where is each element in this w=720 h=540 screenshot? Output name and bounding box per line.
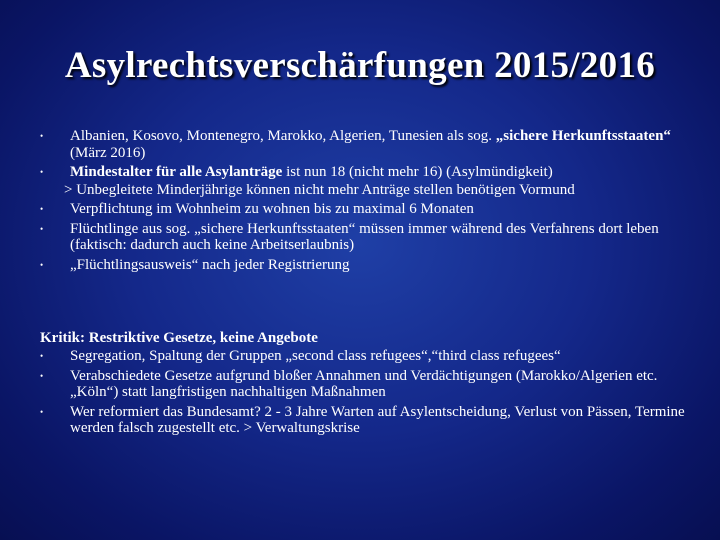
list-item (0, 221, 720, 254)
list-item-text: ist nun 18 (nicht mehr 16) (Asylmündigkeit) (282, 164, 553, 180)
critique-label: Kritik (40, 330, 80, 346)
list-item-continuation (0, 182, 720, 199)
bullet-icon: • (40, 259, 44, 270)
list-item (0, 201, 720, 218)
list-item-text: > Unbegleitete Minderjährige können nicht mehr Anträge stellen benötigen Vormund (64, 181, 575, 198)
bullet-icon: • (40, 167, 44, 177)
list-item-text: Albanien, Kosovo, Montenegro, Marokko, Algerien, Tunesien als sog. (70, 128, 496, 144)
list-item-text: Segregation, Spaltung der Gruppen „second class refugees“,“third class refugees“ (70, 348, 561, 364)
slide-title: Asylrechtsverschärfungen 2015/2016 (64, 45, 656, 86)
list-item-emphasis: „sichere Herkunftsstaaten“ (495, 128, 671, 144)
list-item (0, 348, 720, 365)
list-item-emphasis: Mindestalter für alle Asylanträge (70, 164, 283, 180)
list-item-text: Flüchtlinge aus sog. „sichere Herkunftsstaaten“ müssen immer während des Verfahrens dort leben (faktisch: dadurch auch keine Arbeitserlaubnis) (70, 220, 659, 253)
list-item (0, 128, 720, 161)
list-item (0, 257, 720, 274)
bullet-icon: • (40, 351, 44, 361)
list-item (0, 164, 720, 181)
critique-list (0, 348, 720, 440)
bullet-icon: • (40, 370, 44, 381)
bullet-icon: • (40, 223, 44, 234)
bullet-icon: • (40, 406, 44, 417)
list-item (0, 404, 720, 437)
measures-list (0, 128, 720, 276)
bullet-icon: • (40, 204, 44, 214)
list-item-text: Wer reformiert das Bundesamt? 2 - 3 Jahre Warten auf Asylentscheidung, Verlust von Pässen, Termine werden falsch zugestellt etc. > Verwaltungskrise (70, 403, 685, 436)
list-item-text: (März 2016) (70, 144, 146, 161)
list-item-text: Verabschiedete Gesetze aufgrund bloßer Annahmen und Verdächtigungen (Marokko/Algerien etc. „Köln“) statt langfristigen nachhaltigen Maßnahmen (70, 367, 658, 400)
list-item-text: Verpflichtung im Wohnheim zu wohnen bis zu maximal 6 Monaten (70, 201, 474, 217)
bullet-icon: • (40, 131, 44, 141)
list-item (0, 368, 720, 401)
list-item-text: „Flüchtlingsausweis“ nach jeder Registrierung (70, 256, 350, 273)
critique-subtitle: : Restriktive Gesetze, keine Angebote (80, 330, 318, 346)
critique-heading (40, 330, 318, 347)
